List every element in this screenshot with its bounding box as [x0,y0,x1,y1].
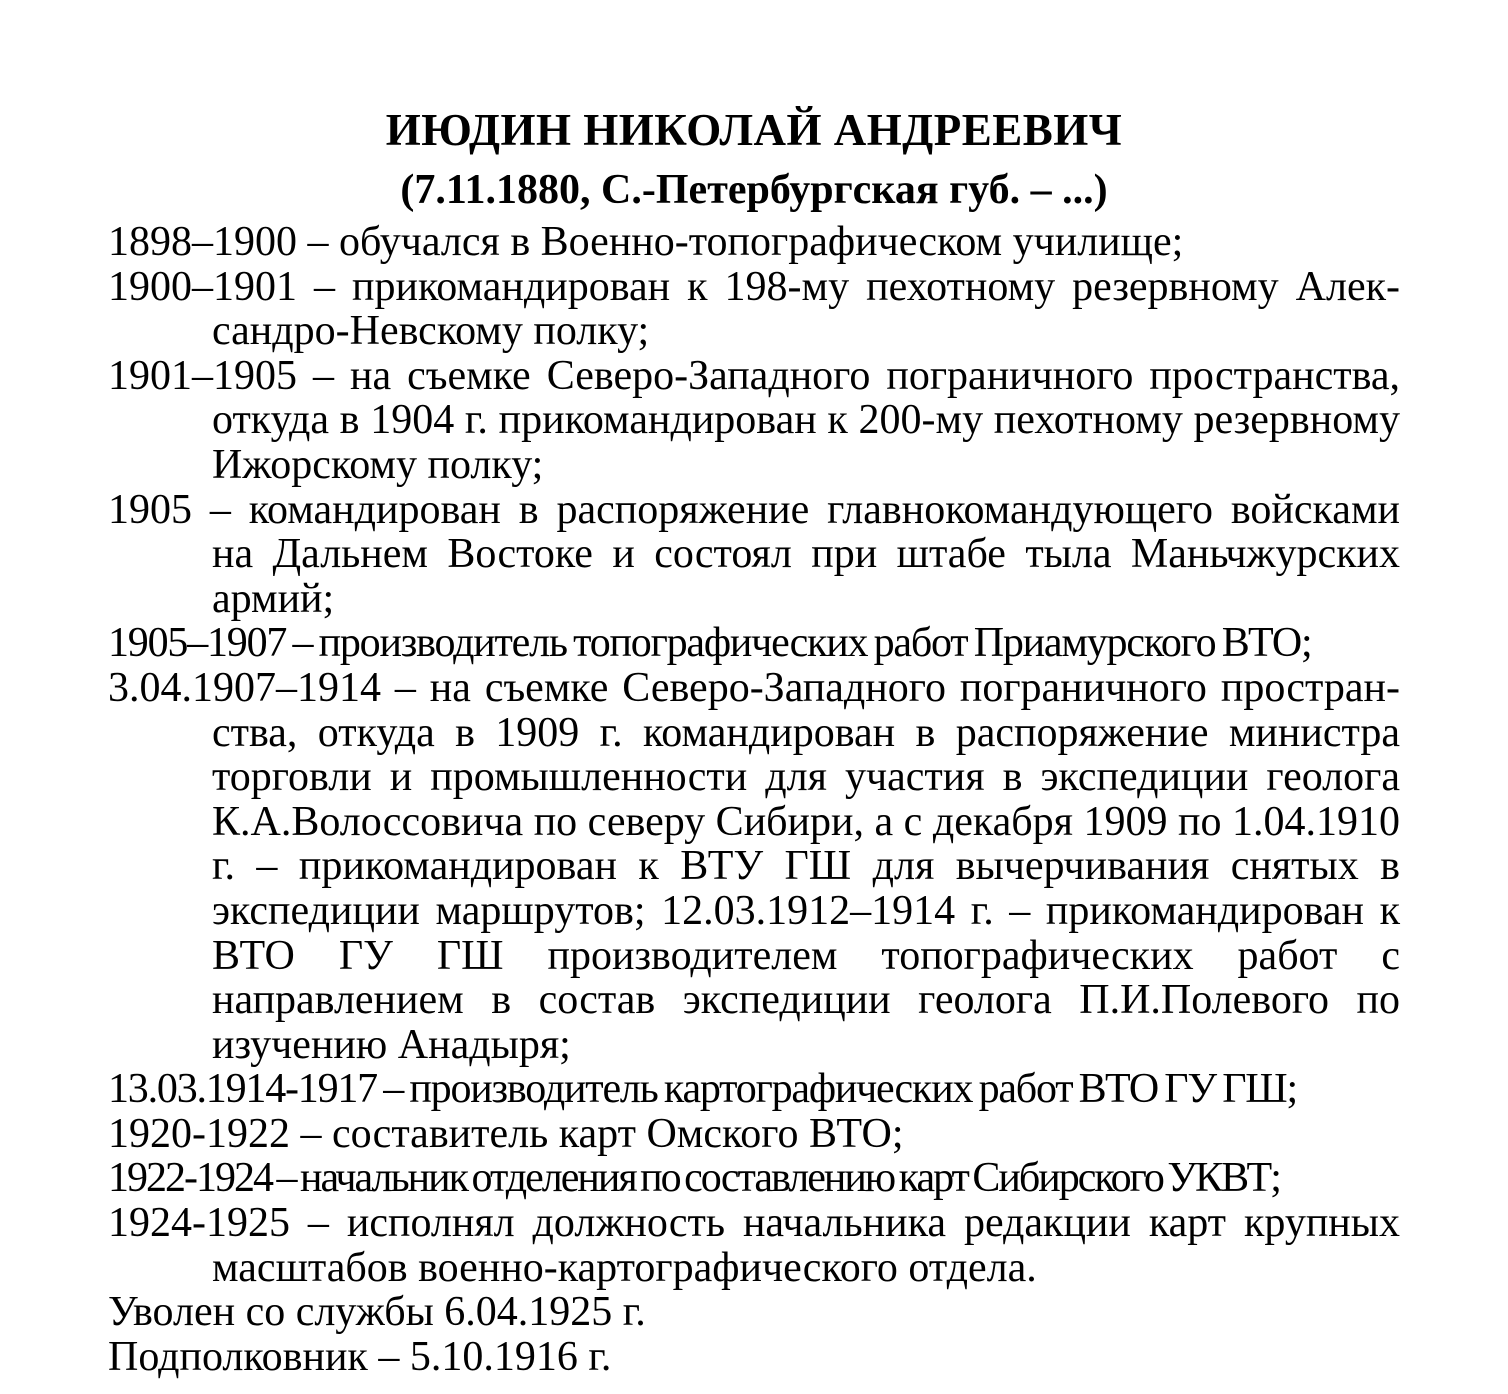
service-entry: 3.04.1907–1914 – на съемке Северо-Западного пограничного пространства, откуда в 1909 г. командирован в распоряжение министра торговли и промышленности для участия в экспедиции геолога К.А.Волоссовича по северу Сибири, а с декабря 1909 по 1.04.1910 г. – прикомандирован к ВТУ ГШ для вычерчивания снятых в экспедиции маршрутов; 12.03.1912–1914 г. – прикомандирован к ВТО ГУ ГШ производителем топографических работ с направлением в состав экспедиции геолога П.И.Полевого по изучению Анадыря; [108,664,1400,1068]
service-entry: 1922-1924 – начальник отделения по составлению карт Сибирского УКВТ; [108,1155,1280,1202]
service-entry: 1924-1925 – исполнял должность начальника редакции карт крупных масштабов военно-картографического отдела. [108,1200,1400,1291]
person-dates: (7.11.1880, С.-Петербургская губ. – ...) [400,167,1108,213]
person-name: ИЮДИН НИКОЛАЙ АНДРЕЕВИЧ [385,105,1123,155]
service-record-list [108,220,1400,1290]
service-entry: 1905–1907 – производитель топографических работ Приамурского ВТО; [108,620,1312,667]
service-entry: 1905 – командирован в распоряжение главнокомандующего войсками на Дальнем Востоке и состоял при штабе тыла Маньчжурских армий; [108,486,1400,622]
service-entry: 1901–1905 – на съемке Северо-Западного пограничного пространства, откуда в 1904 г. прикомандирован к 200-му пехотному резервному Ижорскому полку; [108,352,1400,488]
service-entry: 13.03.1914-1917 – производитель картографических работ ВТО ГУ ГШ; [108,1066,1297,1113]
service-entry: 1900–1901 – прикомандирован к 198-му пехотному резервному Александро-Невскому полку; [108,263,1400,355]
service-entry: 1920-1922 – составитель карт Омского ВТО; [108,1110,904,1157]
service-entry: 1898–1900 – обучался в Военно-топографическом училище; [108,219,1184,265]
biography-page [108,100,1400,1379]
rank-note: Подполковник – 5.10.1916 г. [108,1333,612,1380]
dismissal-note: Уволен со службы 6.04.1925 г. [108,1289,646,1336]
